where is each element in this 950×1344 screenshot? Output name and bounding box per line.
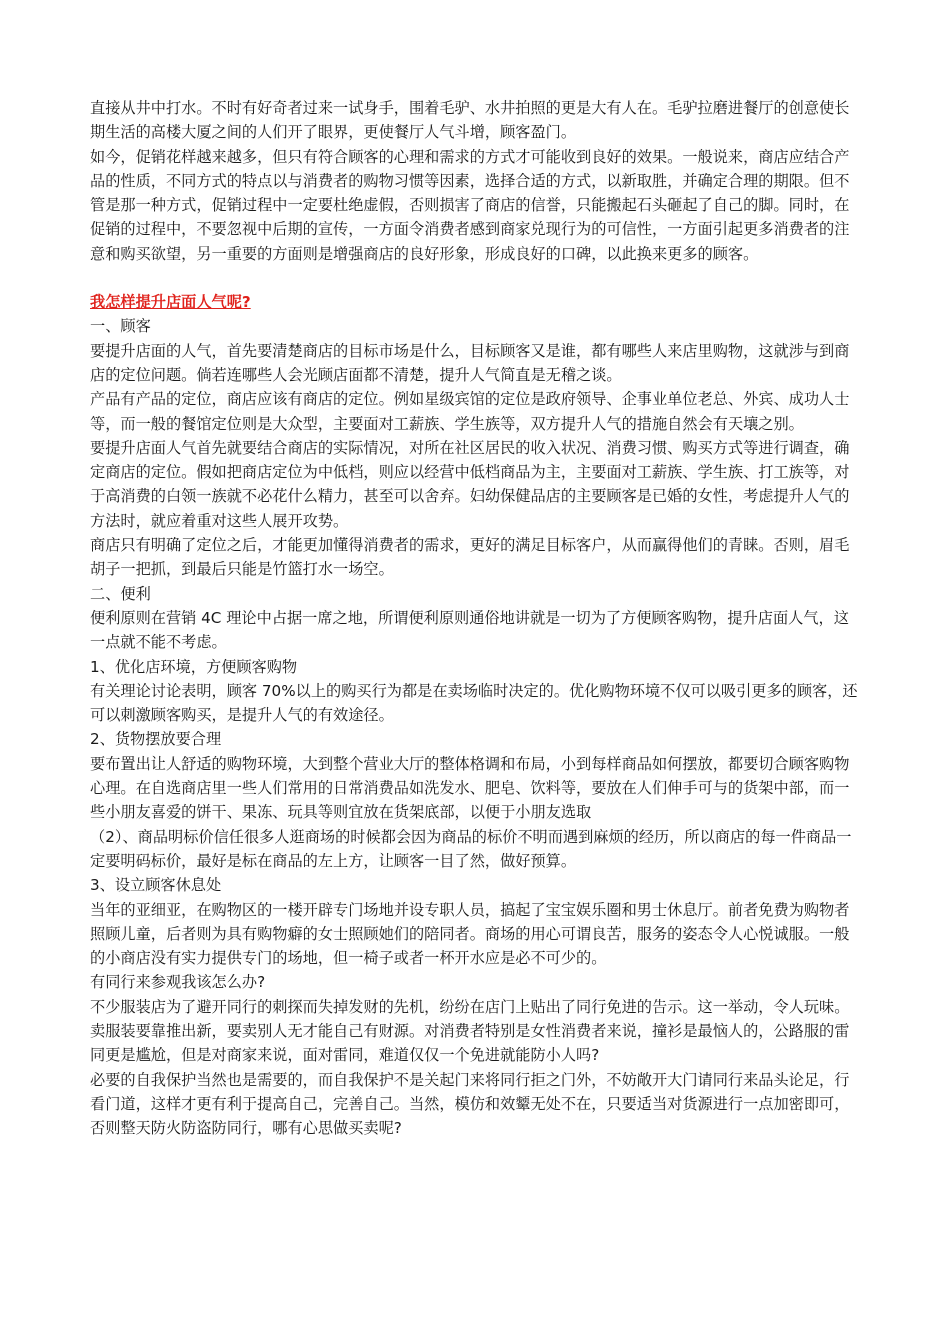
paragraph: 卖服装要靠推出新，要卖别人无才能自己有财源。对消费者特别是女性消费者来说，撞衫是最恼人的，公路服的雷同更是尴尬，但是对商家来说，面对雷同，难道仅仅一个免进就能防小人吗? xyxy=(90,1021,850,1065)
section-heading-convenience: 二、便利 xyxy=(90,584,151,603)
paragraph: 要布置出让人舒适的购物环境，大到整个营业大厅的整体格调和布局，小到每样商品如何摆放，都要切合顾客购物心理。在自选商店里一些人们常用的日常消费品如洗发水、肥皂、饮料等，要放在人们伸手可与的货架中部，而一些小朋友喜爱的饼干、果冻、玩具等则宜放在货架底部，以便于小朋友选取 xyxy=(90,754,850,822)
document-page xyxy=(90,96,862,1140)
paragraph: 不少服装店为了避开同行的刺探而失掉发财的先机，纷纷在店门上贴出了同行免进的告示。这一举动，令人玩味。 xyxy=(90,997,850,1016)
paragraph: 必要的自我保护当然也是需要的，而自我保护不是关起门来将同行拒之门外，不妨敞开大门请同行来品头论足，行看门道，这样才更有利于提高自己，完善自己。当然，模仿和效颦无处不在，只要适当对货源进行一点加密即可，否则整天防火防盗防同行，哪有心思做买卖呢? xyxy=(90,1070,850,1138)
section-heading-customers: 一、顾客 xyxy=(90,317,151,336)
paragraph: 有关理论讨论表明，顾客 70%以上的购买行为都是在卖场临时决定的。优化购物环境不仅可以吸引更多的顾客，还可以刺激顾客购买，是提升人气的有效途径。 xyxy=(90,681,858,725)
paragraph: （2）、商品明标价信任很多人逛商场的时候都会因为商品的标价不明而遇到麻烦的经历，所以商店的每一件商品一定要明码标价，最好是标在商品的左上方，让顾客一目了然，做好预算。 xyxy=(90,827,852,870)
question-heading: 有同行来参观我该怎么办? xyxy=(90,973,266,992)
subheading-merchandise: 2、货物摆放要合理 xyxy=(90,730,222,749)
paragraph: 要提升店面人气首先就要结合商店的实际情况，对所在社区居民的收入状况、消费习惯、购买方式等进行调查，确定商店的定位。假如把商店定位为中低档，则应以经营中低档商品为主，主要面对工薪族、学生族、打工族等，对于高消费的白领一族就不必花什么精力，甚至可以舍弃。妇幼保健品店的主要顾客是已婚的女性，考虑提升人气的方法时，就应着重对这些人展开攻势。 xyxy=(90,438,850,530)
intro-paragraph-1: 直接从井中打水。不时有好奇者过来一试身手，围着毛驴、水井拍照的更是大有人在。毛驴拉磨进餐厅的创意使长期生活的高楼大厦之间的人们开了眼界，更使餐厅人气斗增，顾客盈门。 xyxy=(90,99,850,142)
article-title: 我怎样提升店面人气呢? xyxy=(90,293,251,312)
paragraph: 便利原则在营销 4C 理论中占据一席之地，所谓便利原则通俗地讲就是一切为了方便顾客购物，提升店面人气，这一点就不能不考虑。 xyxy=(90,608,849,652)
subheading-environment: 1、优化店环境，方便顾客购物 xyxy=(90,657,298,676)
paragraph: 产品有产品的定位，商店应该有商店的定位。例如星级宾馆的定位是政府领导、企事业单位老总、外宾、成功人士等，而一般的餐馆定位则是大众型，主要面对工薪族、学生族等，双方提升人气的措施自然会有天壤之别。 xyxy=(90,390,850,433)
paragraph: 要提升店面的人气，首先要清楚商店的目标市场是什么，目标顾客又是谁，都有哪些人来店里购物，这就涉与到商店的定位问题。倘若连哪些人会光顾店面都不清楚，提升人气简直是无稽之谈。 xyxy=(90,341,850,384)
paragraph: 商店只有明确了定位之后，才能更加懂得消费者的需求，更好的满足目标客户，从而赢得他们的青睐。否则，眉毛胡子一把抓，到最后只能是竹篮打水一场空。 xyxy=(90,536,850,579)
intro-paragraph-2: 如今，促销花样越来越多，但只有符合顾客的心理和需求的方式才可能收到良好的效果。一般说来，商店应结合产品的性质，不同方式的特点以与消费者的购物习惯等因素，选择合适的方式，以新取胜，并确定合理的期限。但不管是那一种方式，促销过程中一定要杜绝虚假，否则损害了商店的信誉，只能搬起石头砸起了自己的脚。同时，在促销的过程中，不要忽视中后期的宣传，一方面令消费者感到商家兑现行为的可信性，一方面引起更多消费者的注意和购买欲望，另一重要的方面则是增强商店的良好形象，形成良好的口碑，以此换来更多的顾客。 xyxy=(90,147,850,263)
spacer xyxy=(90,266,862,290)
subheading-rest-area: 3、设立顾客休息处 xyxy=(90,876,222,895)
paragraph: 当年的亚细亚，在购物区的一楼开辟专门场地并设专职人员，搞起了宝宝娱乐圈和男士休息厅。前者免费为购物者照顾儿童，后者则为具有购物癖的女士照顾她们的陪同者。商场的用心可谓良苦，服务的姿态令人心悦诚服。一般的小商店没有实力提供专门的场地，但一椅子或者一杯开水应是必不可少的。 xyxy=(90,900,850,968)
